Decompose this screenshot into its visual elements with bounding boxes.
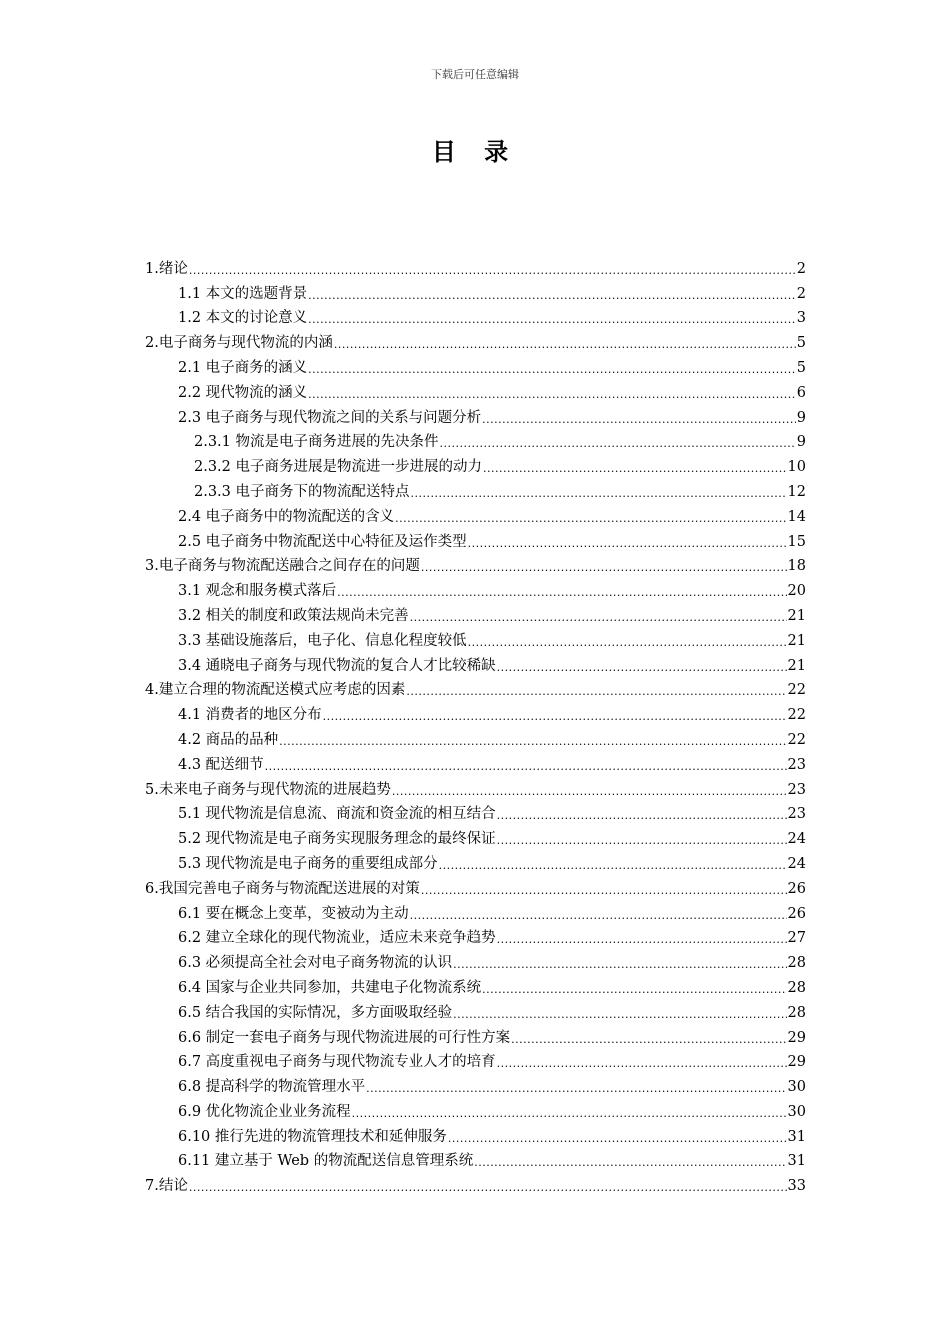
toc-entry-title: 6.2 建立全球化的现代物流业，适应未来竞争趋势: [178, 930, 496, 947]
toc-entry-title: 6.4 国家与企业共同参加，共建电子化物流系统: [178, 979, 482, 996]
toc-entry[interactable]: [145, 724, 806, 749]
toc-entry[interactable]: [145, 799, 806, 824]
toc-title: 目 录: [431, 138, 519, 166]
toc-dot-leader: [323, 710, 787, 724]
toc-entry-title: 3.1 观念和服务模式落后: [178, 583, 337, 600]
toc-entry-title: 2.1 电子商务的涵义: [178, 359, 308, 376]
toc-entry-title: 6.7 高度重视电子商务与现代物流专业人才的培育: [178, 1054, 496, 1071]
toc-entry-page-number: 28: [787, 1004, 806, 1021]
toc-entry[interactable]: [145, 848, 806, 873]
toc-entry[interactable]: [145, 476, 806, 501]
toc-entry-page-number: 5: [796, 359, 806, 376]
toc-entry-page-number: 28: [787, 979, 806, 996]
toc-entry-title: 3.2 相关的制度和政策法规尚未完善: [178, 607, 409, 624]
toc-entry-page-number: 27: [787, 930, 806, 947]
toc-entry-title: 2.2 现代物流的涵义: [178, 384, 308, 401]
toc-entry[interactable]: [145, 526, 806, 551]
toc-entry[interactable]: [145, 650, 806, 675]
toc-entry-title: 2.3.1 物流是电子商务进展的先决条件: [194, 434, 439, 451]
toc-dot-leader: [482, 983, 786, 997]
toc-dot-leader: [189, 264, 796, 278]
toc-entry-title: 6.8 提高科学的物流管理水平: [178, 1079, 366, 1096]
toc-entry-page-number: 22: [787, 707, 806, 724]
toc-entry[interactable]: [145, 402, 806, 427]
toc-dot-leader: [474, 1156, 786, 1170]
toc-entry-page-number: 20: [787, 583, 806, 600]
toc-entry[interactable]: [145, 377, 806, 402]
toc-dot-leader: [189, 1181, 787, 1195]
toc-entry-page-number: 22: [787, 682, 806, 699]
toc-entry[interactable]: [145, 774, 806, 799]
toc-entry-title: 1.2 本文的讨论意义: [178, 310, 308, 327]
toc-dot-leader: [308, 363, 796, 377]
toc-entry-page-number: 22: [787, 731, 806, 748]
toc-entry-page-number: 21: [787, 607, 806, 624]
toc-dot-leader: [439, 859, 787, 873]
toc-dot-leader: [497, 1057, 787, 1071]
toc-entry-title: 5.未来电子商务与现代物流的进展趋势: [145, 781, 391, 798]
toc-entry-title: 3.4 通晓电子商务与现代物流的复合人才比较稀缺: [178, 657, 496, 674]
toc-entry[interactable]: [145, 575, 806, 600]
toc-dot-leader: [497, 661, 787, 675]
toc-dot-leader: [448, 1132, 787, 1146]
toc-entry-title: 1.绪论: [145, 260, 188, 277]
toc-entry[interactable]: [145, 923, 806, 948]
toc-dot-leader: [265, 760, 787, 774]
toc-entry[interactable]: [145, 1071, 806, 1096]
toc-entry-title: 4.3 配送细节: [178, 756, 264, 773]
toc-entry-title: 6.3 必须提高全社会对电子商务物流的认识: [178, 955, 453, 972]
toc-dot-leader: [308, 313, 796, 327]
toc-dot-leader: [406, 685, 786, 699]
toc-entry-page-number: 5: [796, 335, 806, 352]
toc-entry[interactable]: [145, 675, 806, 700]
toc-dot-leader: [395, 512, 786, 526]
toc-entry-title: 3.3 基础设施落后，电子化、信息化程度较低: [178, 632, 467, 649]
toc-entry[interactable]: [145, 1096, 806, 1121]
toc-entry[interactable]: [145, 327, 806, 352]
toc-entry-page-number: 21: [787, 657, 806, 674]
toc-entry[interactable]: [145, 501, 806, 526]
toc-entry-page-number: 21: [787, 632, 806, 649]
toc-dot-leader: [497, 834, 787, 848]
toc-entry-title: 6.11 建立基于 Web 的物流配送信息管理系统: [178, 1153, 474, 1170]
toc-entry-page-number: 9: [796, 409, 806, 426]
toc-entry-title: 3.电子商务与物流配送融合之间存在的问题: [145, 558, 420, 575]
toc-entry-title: 1.1 本文的选题背景: [178, 285, 308, 302]
toc-dot-leader: [497, 809, 787, 823]
toc-entry[interactable]: [145, 1022, 806, 1047]
toc-dot-leader: [482, 413, 796, 427]
table-of-contents: [145, 253, 806, 1195]
toc-dot-leader: [483, 462, 787, 476]
toc-entry-page-number: 24: [787, 855, 806, 872]
toc-dot-leader: [453, 958, 786, 972]
toc-entry-page-number: 33: [787, 1178, 806, 1195]
toc-dot-leader: [410, 909, 787, 923]
toc-entry[interactable]: [145, 303, 806, 328]
toc-entry-title: 2.3.2 电子商务进展是物流进一步进展的动力: [194, 459, 483, 476]
toc-dot-leader: [392, 785, 787, 799]
toc-entry[interactable]: [145, 898, 806, 923]
toc-dot-leader: [453, 1008, 786, 1022]
toc-entry-page-number: 31: [787, 1128, 806, 1145]
toc-entry-title: 7.结论: [145, 1178, 188, 1195]
toc-dot-leader: [411, 487, 787, 501]
toc-entry-page-number: 10: [787, 459, 806, 476]
toc-entry-page-number: 30: [787, 1103, 806, 1120]
toc-dot-leader: [511, 1033, 786, 1047]
toc-entry-page-number: 15: [787, 533, 806, 550]
toc-entry-title: 2.3.3 电子商务下的物流配送特点: [194, 483, 410, 500]
toc-dot-leader: [337, 586, 786, 600]
toc-entry-page-number: 18: [787, 558, 806, 575]
toc-entry-page-number: 14: [787, 508, 806, 525]
toc-entry-page-number: 23: [787, 781, 806, 798]
toc-dot-leader: [352, 1107, 787, 1121]
toc-entry-title: 6.5 结合我国的实际情况，多方面吸取经验: [178, 1004, 453, 1021]
toc-entry-page-number: 6: [796, 384, 806, 401]
toc-entry[interactable]: [145, 600, 806, 625]
toc-entry-page-number: 26: [787, 905, 806, 922]
toc-dot-leader: [410, 611, 787, 625]
toc-entry[interactable]: [145, 699, 806, 724]
toc-entry-page-number: 24: [787, 831, 806, 848]
toc-entry-page-number: 23: [787, 756, 806, 773]
toc-entry-title: 2.电子商务与现代物流的内涵: [145, 335, 333, 352]
toc-entry-title: 6.10 推行先进的物流管理技术和延伸服务: [178, 1128, 447, 1145]
toc-entry-title: 6.9 优化物流企业业务流程: [178, 1103, 351, 1120]
toc-entry-title: 6.6 制定一套电子商务与现代物流进展的可行性方案: [178, 1029, 511, 1046]
toc-entry[interactable]: [145, 873, 806, 898]
toc-entry[interactable]: [145, 823, 806, 848]
toc-entry-page-number: 26: [787, 880, 806, 897]
toc-dot-leader: [421, 561, 787, 575]
toc-entry[interactable]: [145, 947, 806, 972]
toc-entry-page-number: 12: [787, 483, 806, 500]
toc-dot-leader: [440, 437, 796, 451]
toc-entry-title: 4.1 消费者的地区分布: [178, 707, 322, 724]
toc-entry[interactable]: [145, 551, 806, 576]
toc-dot-leader: [468, 537, 787, 551]
toc-entry-title: 5.3 现代物流是电子商务的重要组成部分: [178, 855, 438, 872]
toc-dot-leader: [366, 1082, 786, 1096]
toc-entry-page-number: 31: [787, 1153, 806, 1170]
toc-entry[interactable]: [145, 1047, 806, 1072]
toc-dot-leader: [334, 338, 796, 352]
toc-entry[interactable]: [145, 997, 806, 1022]
toc-entry-title: 6.1 要在概念上变革，变被动为主动: [178, 905, 409, 922]
toc-entry-title: 5.1 现代物流是信息流、商流和资金流的相互结合: [178, 806, 496, 823]
toc-entry-page-number: 23: [787, 806, 806, 823]
toc-entry-page-number: 29: [787, 1054, 806, 1071]
toc-entry-page-number: 3: [796, 310, 806, 327]
toc-dot-leader: [279, 735, 786, 749]
toc-dot-leader: [468, 636, 787, 650]
toc-dot-leader: [421, 884, 787, 898]
toc-entry-page-number: 30: [787, 1079, 806, 1096]
toc-entry[interactable]: [145, 253, 806, 278]
toc-entry[interactable]: [145, 625, 806, 650]
toc-entry[interactable]: [145, 1146, 806, 1171]
toc-entry-title: 4.2 商品的品种: [178, 731, 279, 748]
toc-dot-leader: [308, 289, 796, 303]
toc-entry[interactable]: [145, 972, 806, 997]
toc-entry-page-number: 2: [796, 260, 806, 277]
toc-entry-page-number: 29: [787, 1029, 806, 1046]
header-note: 下载后可任意编辑: [431, 68, 519, 81]
toc-entry-title: 6.我国完善电子商务与物流配送进展的对策: [145, 880, 420, 897]
toc-entry-page-number: 28: [787, 955, 806, 972]
toc-entry[interactable]: [145, 1170, 806, 1195]
toc-entry-page-number: 9: [796, 434, 806, 451]
toc-entry[interactable]: [145, 749, 806, 774]
toc-entry-title: 2.5 电子商务中物流配送中心特征及运作类型: [178, 533, 467, 550]
toc-entry-page-number: 2: [796, 285, 806, 302]
toc-entry[interactable]: [145, 451, 806, 476]
toc-entry[interactable]: [145, 427, 806, 452]
toc-entry-title: 2.3 电子商务与现代物流之间的关系与问题分析: [178, 409, 482, 426]
toc-entry-title: 4.建立合理的物流配送模式应考虑的因素: [145, 682, 406, 699]
toc-entry[interactable]: [145, 278, 806, 303]
toc-dot-leader: [497, 933, 787, 947]
toc-entry-title: 5.2 现代物流是电子商务实现服务理念的最终保证: [178, 831, 496, 848]
toc-dot-leader: [308, 388, 796, 402]
toc-entry[interactable]: [145, 1121, 806, 1146]
toc-entry-title: 2.4 电子商务中的物流配送的含义: [178, 508, 395, 525]
toc-entry[interactable]: [145, 352, 806, 377]
